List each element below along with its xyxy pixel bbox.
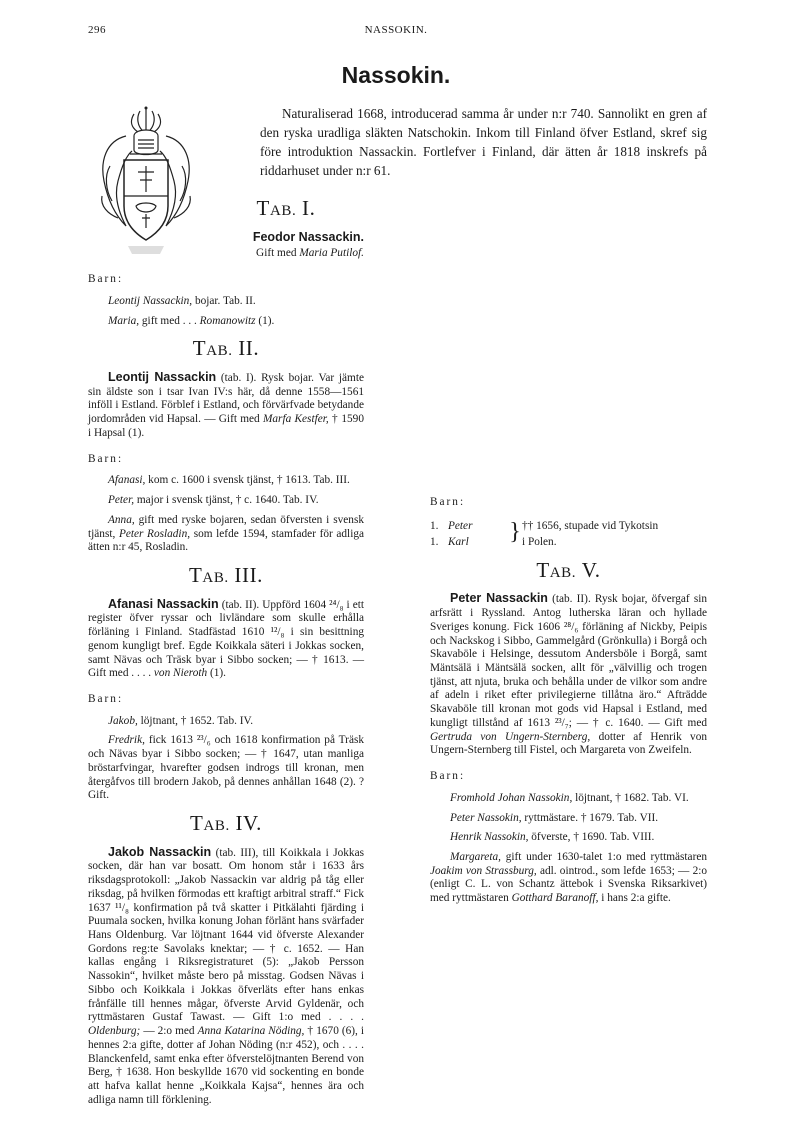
tab5-paragraph: Peter Nassackin (tab. II). Rysk bojar, öfvergaf sin arfsrätt i Ryssland. Antog lutherska läran och hyllade Sveriges konung. Fick 1606 ²⁸/₆ förläning af Nickby, Peipis och Nackskog i Sibbo, Gammelgård (Grönkulla) i Borgå och Skavaböle i Helsinge, dessutom Andersböle i Borgå, samt Mäntsälä i Mäntsälä socken, allt för „välvillig och trogen tjänst, att njuta, bruka och behålla under de vilkor som andre af adeln i riket efter privilegierne tillåtna äro.“ Afträdde Skavaböle till kronan mot gods vid Hapsal i Estland, med kungligt tillstånd af 1613 ²³/₇; — † c. 1640. — Gift med Gertruda von Ungern-Sternberg, dotter af Henrik von Ungern-Sternberg till Fistel, och Margareta von Zweifeln.: [430, 591, 708, 757]
family-title: Nassokin.: [341, 62, 451, 88]
list-item: Anna, gift med ryske bojaren, sedan öfversten i svensk tjänst, Peter Rosladin, som lefde 1594, stamfader för adliga ätten n:r 45, Rosladin.: [88, 513, 364, 554]
tab1-name: Feodor Nassackin.: [252, 229, 364, 244]
child-number: 1.: [430, 519, 439, 532]
child-number: 1.: [430, 535, 439, 548]
list-item: Jakob, löjtnant, † 1652. Tab. IV.: [108, 714, 254, 727]
barn-label: Barn:: [88, 692, 124, 705]
list-item: Afanasi, kom c. 1600 i svensk tjänst, † 1613. Tab. III.: [108, 474, 350, 487]
tab-heading-1: TAB. I.: [256, 196, 316, 220]
tab1-spouse: Gift med Maria Putilof.: [256, 247, 364, 260]
tab-heading-2: TAB. II.: [192, 336, 260, 361]
barn-label: Barn:: [430, 770, 466, 783]
child-name: Karl: [448, 535, 469, 548]
list-item: Leontij Nassackin, bojar. Tab. II.: [108, 294, 256, 307]
child-name: Peter: [448, 519, 473, 532]
running-title: NASSOKIN.: [364, 24, 428, 36]
tab-heading-3: TAB. III.: [188, 562, 264, 587]
barn-label: Barn:: [430, 496, 466, 508]
tab3-paragraph: Afanasi Nassackin (tab. II). Uppförd 1604 ²⁴/₈ i ett register öfver ryssar och livländare som skulle erhålla förläning i Finland. Stadfästad 1610 ¹²/₈ i sin besittning genom kungligt bref. Egde Koikkala säteri i Jokkas socken, samt Nävas och Träsk byar i Sibbo socken; — † 1613. — Gift med . . . . von Nieroth (1).: [88, 596, 364, 680]
right-column: [430, 196, 707, 912]
list-item: Margareta, gift under 1630-talet 1:o med ryttmästaren Joakim von Strassburg, adl. ointrod., som lefde 1653; — 2:o (enligt C. L. von Schantz ättebok i Svenska Riksarkivet) med ryttmästaren Gotthard Baranoff, i hans 2:a gifte.: [430, 850, 708, 905]
child-text: †† 1656, stupade vid Tykotsin: [522, 519, 659, 532]
list-item: Fredrik, fick 1613 ²³/₆ och 1618 konfirmation på Träsk och Nävas byar i Sibbo socken; — † 1647, utan manliga bröstarfvingar, hvarefter godsen indrogs till kronan, men återgåfvos till brodern Jakob, på dennes anhållan 1648 (2). ? Gift.: [88, 734, 365, 802]
list-item: Maria, gift med . . . Romanowitz (1).: [108, 314, 275, 327]
list-item: Peter, major i svensk tjänst, † c. 1640. Tab. IV.: [108, 494, 319, 507]
intro-paragraph: Naturaliserad 1668, introducerad samma år under n:r 740. Sannolikt en gren af den ryska uradliga släkten Natschokin. Inkom till Finland öfver Estland, skref sig före introduktion Nassackin. Fortlefver i Finland, där ätten år 1818 inskrefs på riddarhuset under n:r 61.: [260, 106, 707, 178]
running-header: [0, 24, 792, 40]
list-item: Henrik Nassokin, öfverste, † 1690. Tab. VIII.: [450, 831, 655, 844]
tab2-paragraph: Leontij Nassackin (tab. I). Rysk bojar. Var jämte sin äldste son i tsar Ivan IV:s här, då denne 1558—1561 inföll i Estland. Förblef i Estland, och förvärfvade betydande jordområden vid Hapsal. — Gift med Marfa Kestfer, † 1590 i Hapsal (1).: [88, 370, 364, 439]
tab-heading-4: TAB. IV.: [190, 811, 262, 835]
tab-heading-5: TAB. V.: [536, 557, 601, 582]
barn-label: Barn:: [88, 452, 124, 465]
list-item: Fromhold Johan Nassokin, löjtnant, † 1682. Tab. VI.: [450, 791, 689, 804]
twin-children-list: [430, 518, 707, 550]
child-text: i Polen.: [522, 535, 557, 548]
list-item: Peter Nassokin, ryttmästare. † 1679. Tab. VII.: [450, 811, 659, 824]
page-number: 296: [88, 24, 106, 36]
left-column: [88, 196, 364, 1113]
tab4-paragraph: Jakob Nassackin (tab. III), till Koikkala i Jokkas socken, där han var bosatt. Om honom står i 1633 års riksdagsprotokoll: „Jakob Nassackin var aldrig på tåg eller riksdag, på hvilken förmodas ett kraftigt arbitral straff.“ Fick 1637 ¹¹/₈ konfirmation på två skatter i Pitkälahti fjärding i Puumala socken, hvilka konung Johan förlänt hans svärfader Hans Oldenburg. Var löjtnant 1644 vid öfverste Alexander Gordons reg:te Savolaks knektar; — † c. 1652. — Han kallas engång i Riksregistraturet (5): „Jakob Persson Nassokin“, hvilket måste bero på misstag. Godsen Nävas i Sibbo och Koikkala i Jokkas öfverläts efter hans enkas frånfälle till hennes mågar, öfverste Arvid Gyldenär, och ryttmästaren Gustaf Tawast. — Gift 1:o med . . . . Oldenburg; — 2:o med Anna Katarina Nöding, † 1670 (6), i hennes 2:a gifte, dotter af Johan Nöding (n:r 452), och . . . . Blanckenfeld, samt enka efter öfverstelöjtnanten Berend von Berg, † 1638. Hon beskyllde 1670 vid sockenting en bonde att hafva kallat henne „Koikkala Kajsa“, hennes ära och adliga namn till förklening.: [88, 844, 365, 1106]
brace-icon: }: [509, 518, 521, 545]
barn-label: Barn:: [88, 273, 124, 286]
